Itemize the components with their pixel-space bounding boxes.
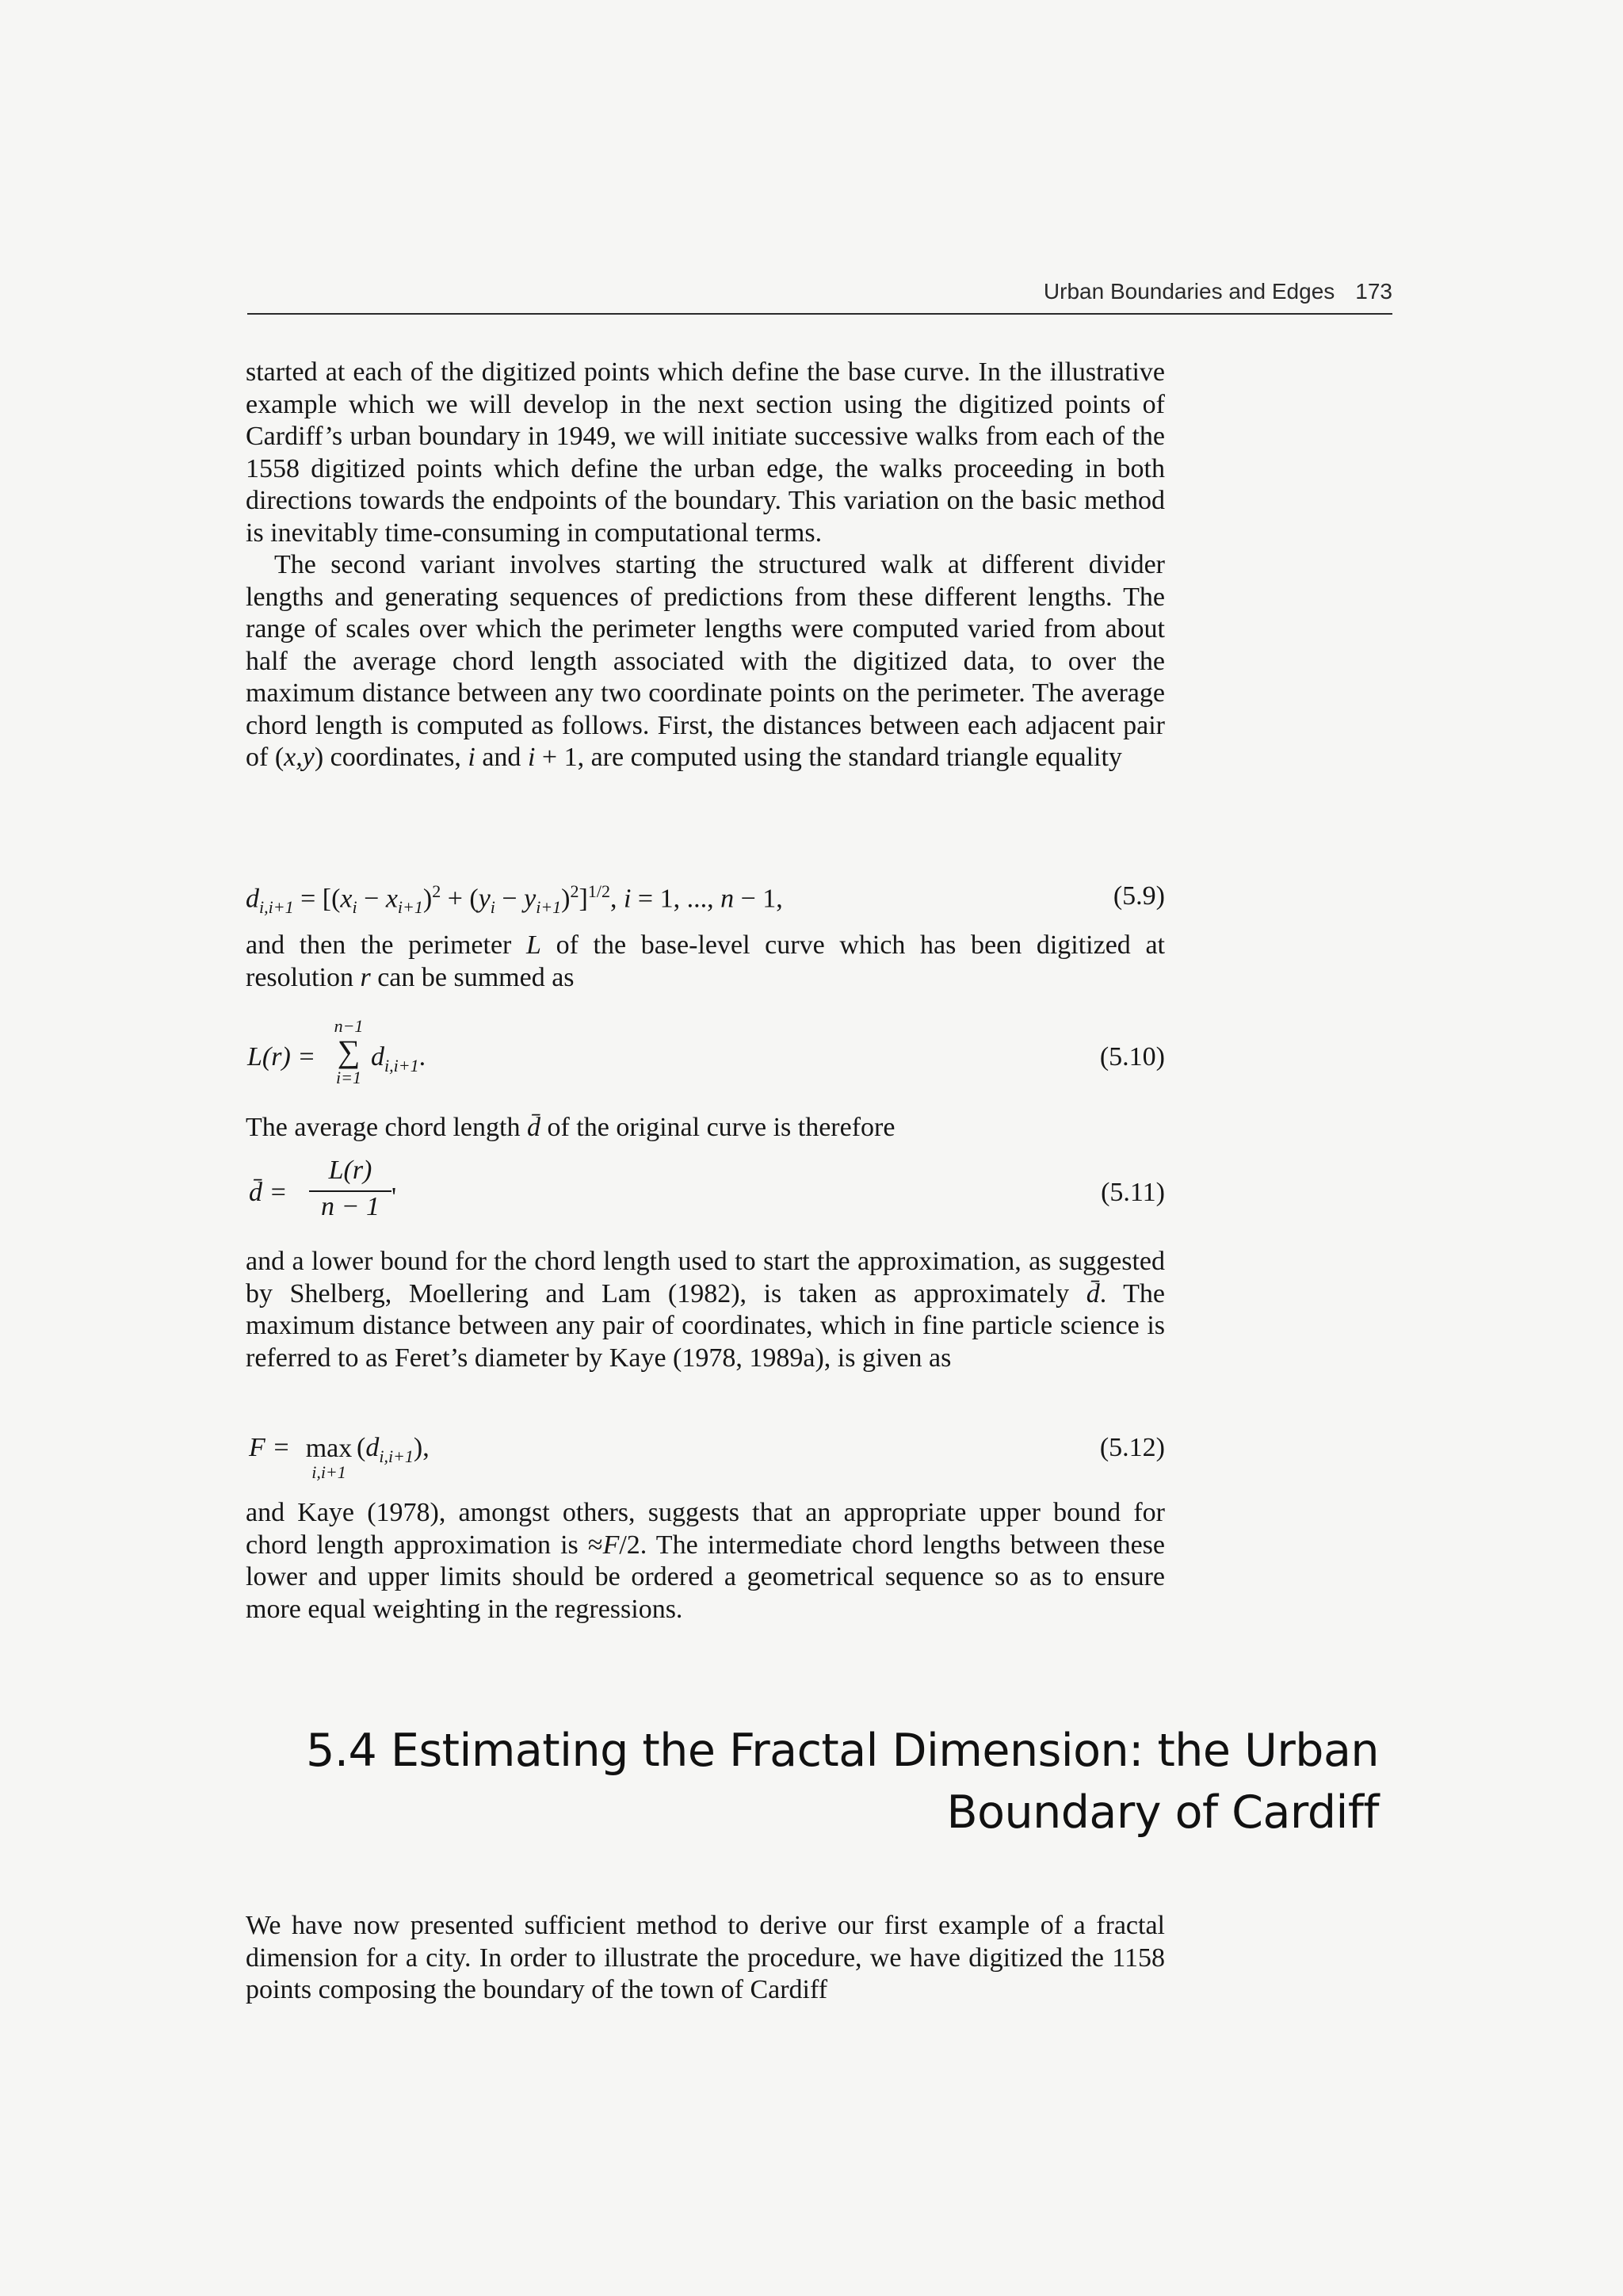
equation-lhs: d̄ = bbox=[249, 1178, 288, 1207]
text-block-bottom bbox=[246, 1910, 1165, 2007]
fraction-tail: ' bbox=[391, 1182, 397, 1212]
paragraph: The average chord length d̄ of the original curve is therefore bbox=[246, 1113, 896, 1142]
paragraph: and then the perimeter L of the base-level curve which has been digitized at resolution r can be summed as bbox=[246, 930, 1165, 992]
summand: $d_{i,i+1}$. bbox=[371, 1042, 426, 1075]
sum-upper-limit: n−1 bbox=[334, 1016, 364, 1036]
summation bbox=[333, 1018, 365, 1087]
section-heading-line: Boundary of Cardiff bbox=[946, 1786, 1379, 1839]
max-argument: $(d_{i,i+1})$, bbox=[357, 1433, 430, 1466]
max-operator: max i,i+1 bbox=[305, 1434, 353, 1482]
equation-body: $d_{i,i+1} = [(x_i - x_{i+1})^2 + (y_i - y_{i+1})^2]^{1/2}$, i = 1, ..., n − 1, bbox=[246, 881, 783, 918]
equation-5-10 bbox=[246, 1018, 1165, 1106]
sum-symbol: ∑ bbox=[337, 1033, 361, 1069]
running-header bbox=[247, 279, 1392, 304]
text-block-p3 bbox=[246, 930, 1165, 994]
page-number: 173 bbox=[1355, 279, 1392, 304]
equation-number: (5.11) bbox=[1101, 1178, 1165, 1207]
equation-lhs: L(r) = bbox=[247, 1042, 316, 1072]
equation-lhs: F = bbox=[249, 1433, 291, 1462]
paragraph: started at each of the digitized points which define the base curve. In the illustrative example which we will develop in the next section using the digitized points of Cardiff’s urban boundary in 1949, we will initiate successive walks from each of the 1558 digitized points which define the urban edge, the walks proceeding in both directions towards the endpoints of the boundary. This variation on the basic method is inevitably time-consuming in computational terms. bbox=[246, 357, 1165, 548]
equation-5-11 bbox=[246, 1156, 1165, 1230]
equation-5-9 bbox=[246, 881, 1165, 929]
equation-number: (5.9) bbox=[1113, 881, 1165, 911]
sum-lower-limit: i=1 bbox=[336, 1068, 361, 1087]
equation-number: (5.12) bbox=[1099, 1433, 1165, 1462]
section-heading bbox=[301, 1720, 1379, 1843]
header-rule bbox=[247, 313, 1392, 315]
paragraph: We have now presented sufficient method to derive our first example of a fractal dimension for a city. In order to illustrate the procedure, we have digitized the 1158 points composing the boundary of the town of Cardiff bbox=[246, 1911, 1165, 2004]
equation-5-12 bbox=[246, 1433, 1165, 1488]
fraction-numerator: L(r) bbox=[328, 1156, 372, 1185]
text-block-top bbox=[246, 357, 1165, 774]
running-title: Urban Boundaries and Edges bbox=[1043, 279, 1335, 304]
paragraph: The second variant involves starting the structured walk at different divider lengths and generating sequences of predictions from these different lengths. The range of scales over which the perimeter lengths were computed varied from about half the average chord length associated with the digitized data, to over the maximum distance between any two coordinate points on the perimeter. The average chord length is computed as follows. First, the distances between each adjacent pair of (x,y) coordinates, i and i + 1, are computed using the standard triangle equality bbox=[246, 550, 1165, 772]
section-heading-line: 5.4 Estimating the Fractal Dimension: the Urban bbox=[306, 1725, 1379, 1777]
text-block-p4 bbox=[246, 1112, 1165, 1144]
text-block-p5 bbox=[246, 1246, 1165, 1374]
paragraph: and Kaye (1978), amongst others, suggests that an appropriate upper bound for chord length approximation is ≈F/2. The intermediate chord lengths between these lower and upper limits should be ordered a geometrical sequence so as to ensure more equal weighting in the regressions. bbox=[246, 1498, 1165, 1624]
paragraph: and a lower bound for the chord length used to start the approximation, as suggested by Shelberg, Moellering and Lam (1982), is taken as approximately d̄. The maximum distance between any pair of coordinates, which in fine particle science is referred to as Feret’s diameter by Kaye (1978, 1989a), is given as bbox=[246, 1247, 1165, 1373]
text-block-p6 bbox=[246, 1497, 1165, 1626]
fraction-denominator: n − 1 bbox=[321, 1192, 380, 1221]
equation-number: (5.10) bbox=[1099, 1042, 1165, 1072]
